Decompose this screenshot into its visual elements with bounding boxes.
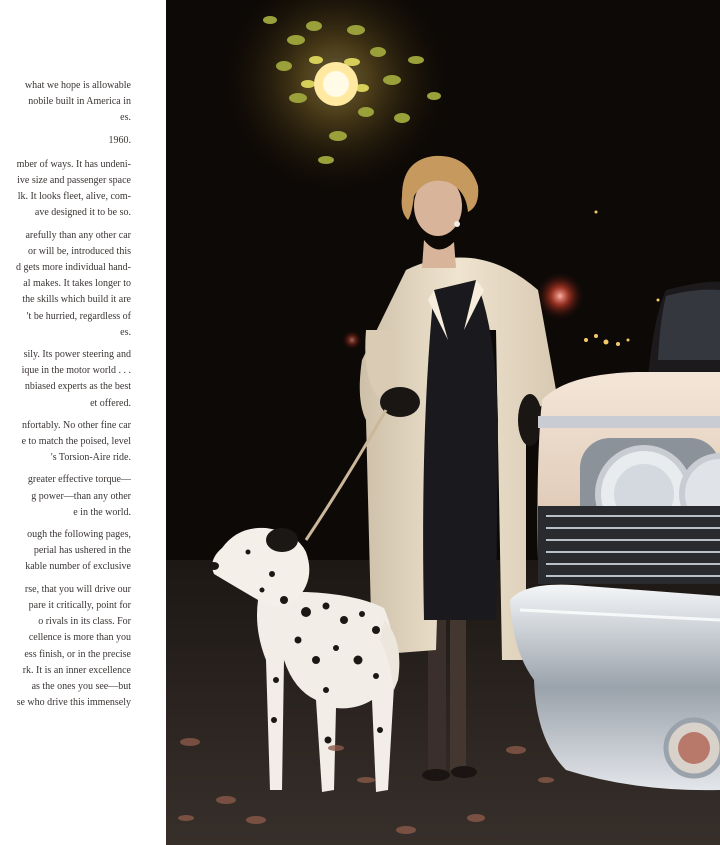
body-text-column (0, 78, 131, 778)
text-line: or will be, introduced this (27, 245, 131, 257)
text-line: arefully than any other car (25, 229, 131, 241)
text-line: ough the following pages, (27, 529, 131, 541)
text-line: sily. Its power steering and (23, 349, 131, 361)
text-line: 1960. (108, 134, 131, 146)
text-line: e to match the poised, level (21, 436, 131, 448)
text-line: nobile built in America in (28, 96, 131, 108)
text-line: the skills which build it are (22, 294, 131, 306)
text-line: g power—than any other (31, 490, 131, 502)
text-line: 't be hurried, regardless of (26, 310, 131, 322)
paragraph-8 (0, 527, 131, 576)
text-line: d gets more individual hand- (16, 262, 131, 274)
text-line: 's Torsion-Aire ride. (50, 452, 131, 464)
text-line: rk. It is an inner excellence (22, 664, 131, 676)
text-line: cellence is more than you (28, 632, 131, 644)
text-line: o rivals in its class. For (38, 616, 131, 628)
text-line: al makes. It takes longer to (23, 278, 131, 290)
text-line: e in the world. (73, 506, 131, 518)
night-scene-photograph (166, 0, 720, 845)
text-line: se who drive this immensely (16, 697, 131, 709)
paragraph-4 (0, 228, 131, 341)
paragraph-5 (0, 347, 131, 412)
text-line: greater effective torque— (27, 474, 131, 486)
text-line: et offered. (90, 397, 131, 409)
text-line: nbiased experts as the best (24, 381, 131, 393)
text-line: ave designed it to be so. (34, 207, 131, 219)
text-line: rse, that you will drive our (24, 583, 131, 595)
paragraph-7 (0, 472, 131, 521)
grille (538, 506, 720, 584)
text-line: what we hope is allowable (24, 80, 131, 91)
text-line: mber of ways. It has undeni- (16, 158, 131, 170)
text-line: ess finish, or in the precise (24, 648, 131, 660)
text-line: es. (120, 326, 131, 338)
text-line: es. (120, 112, 131, 124)
text-line: kable number of exclusive (25, 561, 131, 573)
paragraph-6 (0, 418, 131, 467)
text-line: pare it critically, point for (28, 599, 131, 611)
paragraph-2 (0, 133, 131, 149)
photo-illustration (166, 0, 720, 845)
text-line: perial has ushered in the (33, 545, 131, 557)
paragraph-9 (0, 582, 131, 712)
text-line: lk. It looks fleet, alive, com- (17, 191, 131, 203)
text-line: ive size and passenger space (17, 175, 131, 187)
text-line: as the ones you see—but (31, 680, 131, 692)
paragraph-3 (0, 157, 131, 222)
text-line: ique in the motor world . . . (21, 365, 131, 377)
distant-red-light (536, 272, 584, 320)
paragraph-1 (0, 78, 131, 127)
text-line: nfortably. No other fine car (21, 419, 131, 431)
